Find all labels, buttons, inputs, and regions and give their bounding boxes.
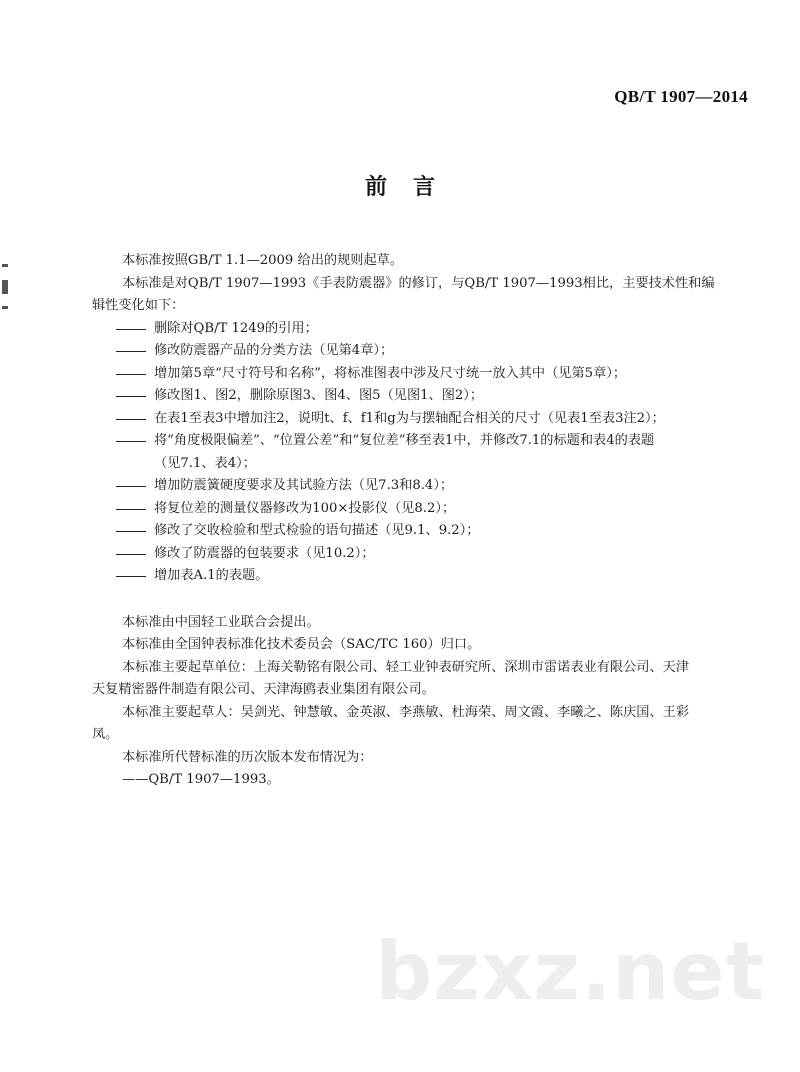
dash-icon xyxy=(110,498,154,521)
dash-icon xyxy=(110,318,154,341)
dash-icon xyxy=(110,543,154,566)
change-item: 增加防震簧硬度要求及其试验方法（见7.3和8.4）； xyxy=(110,475,770,498)
scan-edge-artifact xyxy=(0,262,12,312)
previous-editions: 本标准所代替标准的历次版本发布情况为： xyxy=(122,749,373,765)
managed-by: 本标准由全国钟表标准化技术委员会（SAC/TC 160）归口。 xyxy=(122,637,481,652)
change-item: 增加第5章“尺寸符号和名称”，将标准图表中涉及尺寸统一放入其中（见第5章）； xyxy=(110,363,770,386)
dash-icon xyxy=(110,408,154,431)
dash-icon xyxy=(110,475,154,498)
change-item: 修改了防震器的包装要求（见10.2）； xyxy=(110,543,770,566)
document-body xyxy=(92,250,770,792)
change-item: 将复位差的测量仪器修改为100×投影仪（见8.2）； xyxy=(110,498,770,521)
intro-paragraph-2-cont: 辑性变化如下： xyxy=(92,298,185,313)
dash-icon xyxy=(110,565,154,588)
watermark: bzxz.net xyxy=(375,925,765,1018)
dash-icon xyxy=(110,430,154,453)
drafters-cont: 凤。 xyxy=(92,727,119,742)
intro-paragraph-2: 本标准是对QB/T 1907—1993《手表防震器》的修订，与QB/T 1907—1993相比，主要技术性和编 xyxy=(122,275,715,291)
drafting-units-cont: 天复精密器件制造有限公司、天津海鸥表业集团有限公司。 xyxy=(92,682,435,697)
previous-edition-item: ——QB/T 1907—1993。 xyxy=(122,772,280,787)
drafters: 本标准主要起草人：吴剑光、钟慧敏、金英淑、李燕敏、杜海荣、周文霞、李曦之、陈庆国、王彩 xyxy=(122,704,690,720)
change-item: 修改图1、图2，删除原图3、图4、图5（见图1、图2）； xyxy=(110,385,770,408)
proposed-by: 本标准由中国轻工业联合会提出。 xyxy=(122,614,320,630)
dash-icon xyxy=(110,363,154,386)
change-item-continuation: （见7.1、表4）； xyxy=(154,455,256,471)
change-item: 删除对QB/T 1249的引用； xyxy=(110,318,770,341)
change-item: 将“角度极限偏差”、“位置公差”和“复位差”移至表1中，并修改7.1的标题和表4的表题 xyxy=(110,430,770,453)
dash-icon xyxy=(110,520,154,543)
standard-code: QB/T 1907—2014 xyxy=(614,87,748,106)
change-item: 修改了交收检验和型式检验的语句描述（见9.1、9.2）； xyxy=(110,520,770,543)
change-item: 在表1至表3中增加注2，说明t、f、f1和g为与摆轴配合相关的尺寸（见表1至表3注2）； xyxy=(110,408,770,431)
dash-icon xyxy=(110,385,154,408)
dash-icon xyxy=(110,340,154,363)
change-item: 修改防震器产品的分类方法（见第4章）； xyxy=(110,340,770,363)
intro-paragraph-1: 本标准按照GB/T 1.1—2009 给出的规则起草。 xyxy=(122,253,404,268)
page-title: 前言 xyxy=(364,175,461,200)
drafting-units: 本标准主要起草单位：上海关勒铭有限公司、轻工业钟表研究所、深圳市雷诺表业有限公司、天津 xyxy=(122,659,690,675)
change-item: 增加表A.1的表题。 xyxy=(110,565,770,588)
